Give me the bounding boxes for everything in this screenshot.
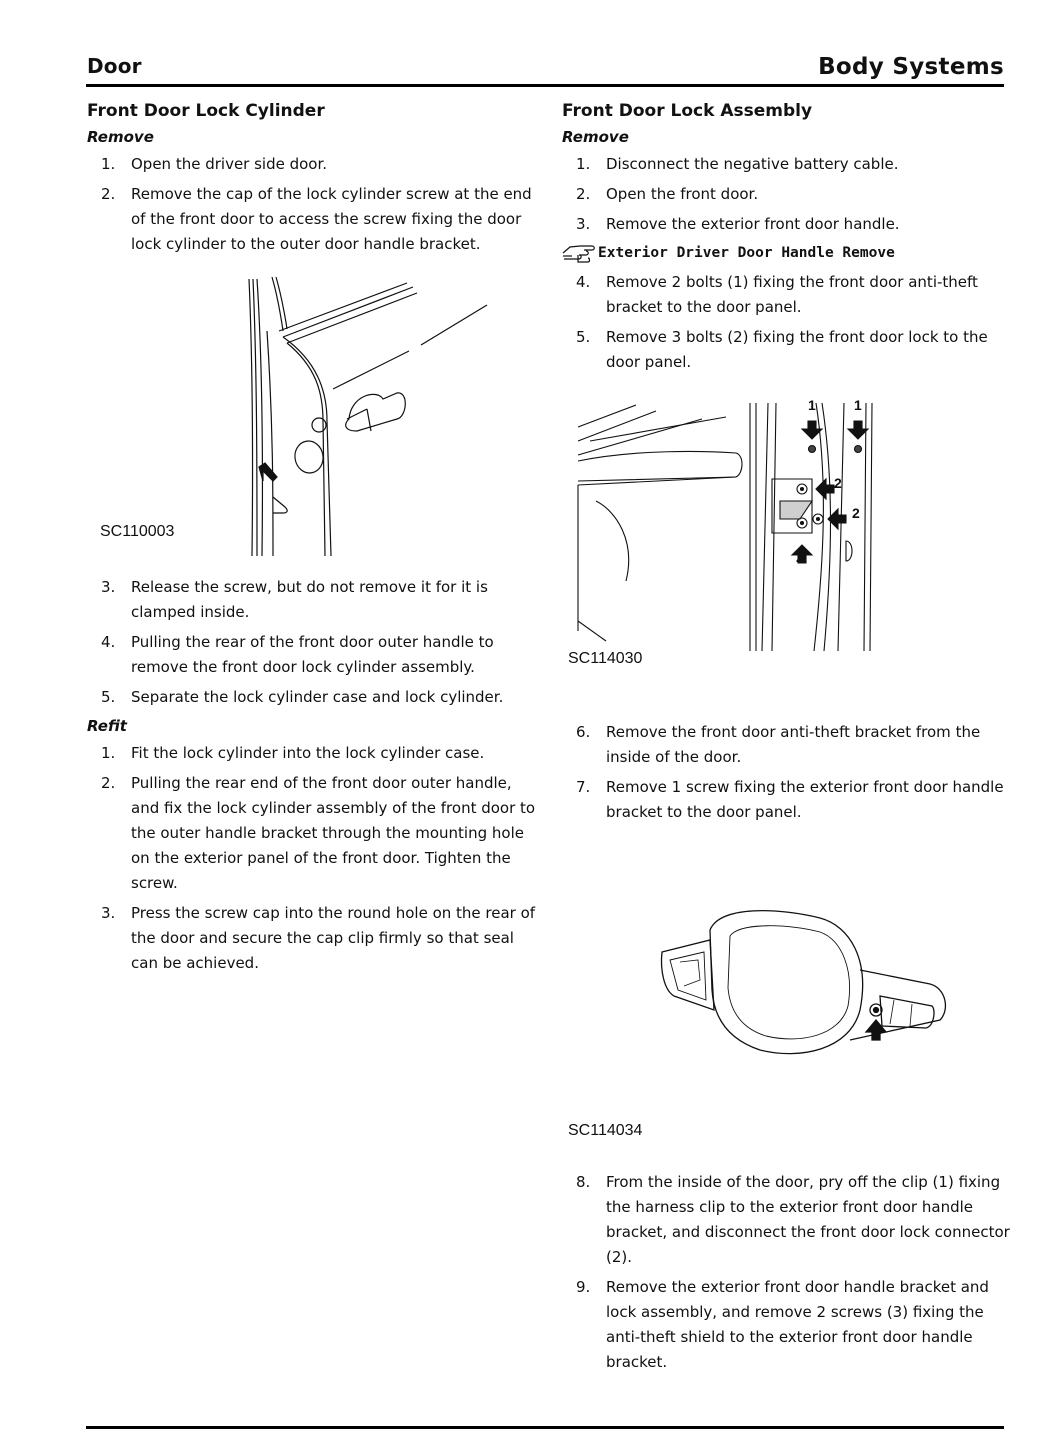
list-item: 4. Remove 2 bolts (1) fixing the front door anti-theft bracket to the door panel.: [576, 273, 978, 316]
left-column: [87, 98, 537, 981]
list-item: 3. Press the screw cap into the round hole on the rear of the door and secure the cap clip firmly so that seal can be achieved.: [101, 904, 536, 972]
list-item: 2. Remove the cap of the lock cylinder screw at the end of the front door to access the screw fixing the door lock cylinder to the outer door handle bracket.: [101, 185, 532, 253]
cross-reference-label[interactable]: Exterior Driver Door Handle Remove: [598, 245, 895, 261]
refit-steps: [87, 741, 537, 976]
door-lock-cylinder-illustration: [87, 271, 537, 561]
figure-caption: SC110003: [100, 523, 175, 540]
list-item: 1. Open the driver side door.: [101, 155, 328, 173]
remove-steps-a: [87, 152, 537, 257]
list-item: 3. Remove the exterior front door handle.: [576, 215, 900, 233]
right-column: [562, 98, 1012, 1380]
page-header-left: Door: [87, 54, 142, 78]
door-lock-bolts-illustration: [576, 401, 906, 651]
list-item: 2. Pulling the rear end of the front door outer handle, and fix the lock cylinder assembly of the front door to the outer handle bracket through the mounting hole on the exterior panel of the front door. Tighten the screw.: [101, 774, 536, 892]
header-rule: [86, 84, 1004, 87]
list-item: 1. Fit the lock cylinder into the lock cylinder case.: [101, 744, 485, 762]
list-item: 9. Remove the exterior front door handle bracket and lock assembly, and remove 2 screws (3) fixing the anti-theft shield to the exterior front door handle bracket.: [576, 1278, 989, 1371]
footer-rule: [86, 1426, 1004, 1429]
pointing-hand-icon: [562, 243, 596, 263]
list-item: 2. Open the front door.: [576, 185, 759, 203]
list-item: 7. Remove 1 screw fixing the exterior front door handle bracket to the door panel.: [576, 778, 1004, 821]
list-item: 6. Remove the front door anti-theft bracket from the inside of the door.: [576, 723, 981, 766]
cross-reference-link[interactable]: [562, 242, 1012, 264]
list-item: 4. Pulling the rear of the front door outer handle to remove the front door lock cylinder assembly.: [101, 633, 494, 676]
remove-steps-d: [562, 1170, 1012, 1375]
refit-heading: Refit: [87, 717, 127, 735]
figure-sc110003: [87, 271, 537, 571]
section-title-lock-assembly: Front Door Lock Assembly: [562, 101, 813, 121]
callout-label: 1: [854, 397, 862, 413]
remove-steps-b: [562, 270, 1012, 375]
door-handle-bracket-illustration: [650, 900, 970, 1080]
remove-steps-c: [562, 720, 1012, 825]
remove-steps-a: [562, 152, 1012, 237]
callout-label: 2: [852, 505, 860, 521]
remove-steps-b: [87, 575, 537, 710]
list-item: 5. Separate the lock cylinder case and lock cylinder.: [101, 688, 504, 706]
figure-sc114030: [562, 395, 1012, 720]
figure-caption: SC114030: [568, 650, 643, 667]
callout-label: 1: [808, 397, 816, 413]
callout-label: 2: [796, 549, 804, 565]
list-item: 1. Disconnect the negative battery cable.: [576, 155, 899, 173]
remove-heading: Remove: [562, 128, 629, 146]
page-header-right: Body Systems: [818, 54, 1004, 80]
callout-label: 2: [834, 475, 842, 491]
remove-heading: Remove: [87, 128, 154, 146]
section-title-lock-cylinder: Front Door Lock Cylinder: [87, 101, 325, 121]
list-item: 3. Release the screw, but do not remove it for it is clamped inside.: [101, 578, 488, 621]
figure-caption: SC114034: [568, 1122, 643, 1139]
figure-sc114034: [562, 830, 1012, 1170]
list-item: 8. From the inside of the door, pry off the clip (1) fixing the harness clip to the exterior front door handle bracket, and disconnect the front door lock connector (2).: [576, 1173, 1010, 1266]
list-item: 5. Remove 3 bolts (2) fixing the front door lock to the door panel.: [576, 328, 988, 371]
